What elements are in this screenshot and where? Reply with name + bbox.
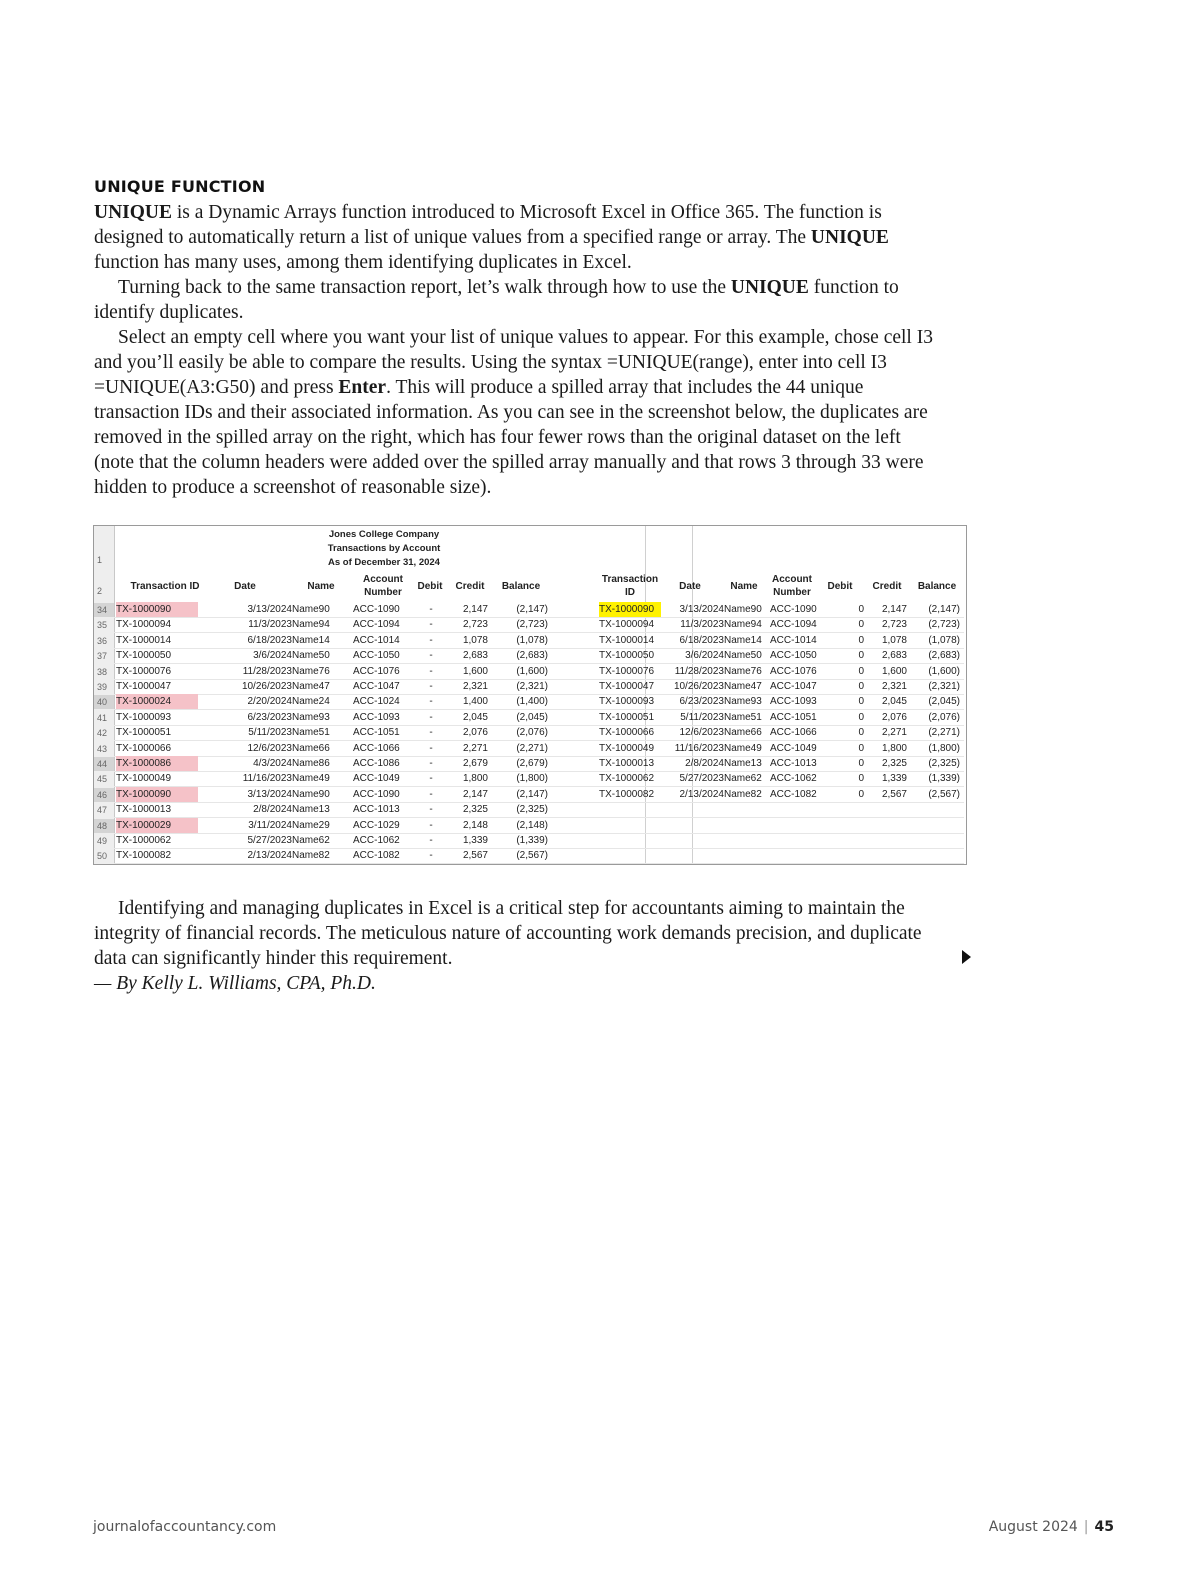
left-cell-credit: 2,321 [462,681,488,692]
spreadsheet-screenshot [93,525,967,865]
right-cell-balance: (2,567) [928,788,960,800]
right-cell-balance: (2,045) [928,696,960,708]
footer-site: journalofaccountancy.com [93,1519,277,1535]
row-number: 36 [97,635,108,646]
left-cell-name: Name82 [292,850,330,862]
right-cell-acct: ACC-1014 [770,634,817,646]
right-cell-balance: (1,078) [928,634,960,646]
left-cell-balance: (2,271) [516,742,548,754]
right-cell-date: 5/27/2023 [679,773,724,785]
right-cell-name: Name82 [724,788,762,800]
right-cell-acct: ACC-1013 [770,758,817,769]
left-cell-balance: (2,147) [516,604,548,615]
left-cell-date: 6/23/2023 [247,711,292,723]
right-cell-acct: ACC-1051 [770,711,817,723]
right-cell-balance: (2,325) [928,758,960,769]
right-cell-acct: ACC-1047 [770,681,817,692]
left-cell-id: TX-1000066 [116,742,172,754]
right-cell-id: TX-1000062 [599,773,655,785]
right-cell-name: Name49 [724,742,762,754]
left-cell-debit: - [429,696,433,708]
right-cell-name: Name14 [724,634,762,646]
right-cell-debit: 0 [858,696,864,708]
left-cell-credit: 2,271 [462,742,488,754]
right-cell-balance: (2,683) [928,650,960,662]
right-cell-credit: 1,800 [881,742,907,754]
left-cell-id: TX-1000082 [116,850,172,862]
row-number: 35 [97,620,108,631]
row-number: 43 [97,743,108,754]
bold-term: UNIQUE [94,202,173,223]
left-cell-date: 3/13/2024 [247,788,292,800]
left-cell-date: 5/27/2023 [247,835,292,846]
right-cell-balance: (2,147) [928,604,960,615]
right-cell-credit: 1,600 [881,665,907,677]
left-cell-debit: - [429,681,433,692]
right-cell-credit: 2,321 [881,681,907,692]
left-cell-balance: (2,148) [516,819,548,831]
left-cell-balance: (2,147) [516,788,548,800]
right-cell-acct: ACC-1082 [770,788,817,800]
right-cell-date: 12/6/2023 [679,727,724,739]
left-cell-date: 12/6/2023 [247,742,292,754]
left-cell-acct: ACC-1090 [353,604,400,615]
left-cell-acct: ACC-1029 [353,819,400,831]
left-cell-id: TX-1000024 [116,694,198,709]
left-cell-credit: 1,600 [462,665,488,677]
right-cell-date: 6/18/2023 [679,634,724,646]
right-cell-date: 10/26/2023 [673,681,724,692]
right-cell-debit: 0 [858,665,864,677]
left-cell-id: TX-1000090 [116,602,198,617]
left-cell-date: 11/16/2023 [242,773,292,785]
right-cell-balance: (2,321) [928,681,960,692]
left-cell-debit: - [429,788,433,800]
right-cell-id: TX-1000093 [599,696,655,708]
left-cell-credit: 2,147 [462,604,488,615]
right-cell-credit: 2,076 [881,711,907,723]
closing-paragraph: Identifying and managing duplicates in Excel is a critical step for accountants aiming to maintain the integrity of financial records. The meticulous nature of accounting work demands precision, and duplicate data can significantly hinder this requirement. [94,898,922,969]
footer-issue [989,1519,1114,1535]
row-number: 37 [97,651,108,662]
left-cell-id: TX-1000076 [116,665,172,677]
right-cell-acct: ACC-1050 [770,650,817,662]
right-triangle-arrow-icon [962,950,971,964]
row-number: 38 [97,666,108,677]
left-cell-name: Name47 [292,681,330,692]
right-cell-name: Name76 [724,665,762,677]
left-cell-date: 11/3/2023 [248,619,292,631]
right-cell-acct: ACC-1049 [770,742,817,754]
left-cell-acct: ACC-1094 [353,619,400,631]
right-cell-balance: (2,076) [928,711,960,723]
left-cell-debit: - [429,604,433,615]
left-cell-name: Name86 [292,758,330,769]
bold-term: UNIQUE [730,277,809,298]
left-cell-acct: ACC-1086 [353,758,400,769]
left-cell-date: 11/28/2023 [242,665,292,677]
left-cell-id: TX-1000094 [116,619,172,631]
left-cell-acct: ACC-1082 [353,850,400,862]
left-cell-balance: (2,567) [516,850,548,862]
row-number: 2 [97,586,103,596]
left-cell-credit: 2,148 [462,819,488,831]
right-cell-debit: 0 [858,681,864,692]
intro-paragraph-1 [94,200,944,275]
left-cell-balance: (2,076) [516,727,548,739]
row-number: 41 [97,712,108,723]
left-cell-name: Name94 [292,619,330,631]
right-cell-id: TX-1000090 [599,602,661,617]
right-cell-name: Name47 [724,681,762,692]
right-cell-date: 3/6/2024 [685,650,724,662]
left-cell-credit: 1,339 [462,835,488,846]
right-cell-debit: 0 [858,758,864,769]
report-date: As of December 31, 2024 [328,557,440,568]
right-cell-credit: 1,339 [881,773,907,785]
header-transaction-id: Transaction ID [130,581,200,592]
text-run: function has many uses, among them identifying duplicates in Excel. [94,252,632,273]
left-cell-id: TX-1000086 [116,756,198,771]
left-cell-credit: 2,076 [462,727,488,739]
right-cell-id: TX-1000047 [599,681,655,692]
left-cell-balance: (1,078) [516,634,548,646]
right-cell-name: Name90 [724,604,762,615]
left-cell-name: Name14 [292,634,330,646]
right-cell-id: TX-1000066 [599,727,655,739]
left-cell-id: TX-1000062 [116,835,172,846]
report-title-block [254,528,514,570]
section-heading: UNIQUE FUNCTION [94,177,266,196]
left-cell-date: 2/8/2024 [253,804,292,816]
left-cell-acct: ACC-1093 [353,711,400,723]
left-cell-acct: ACC-1024 [353,696,400,708]
right-cell-id: TX-1000049 [599,742,655,754]
left-cell-balance: (2,723) [516,619,548,631]
text-run: . This will produce a spilled array that includes the 44 unique transaction IDs and their associated information. As you can see in the screenshot below, the duplicates are removed in the spilled array on the right, which has four fewer rows than the original dataset on the left (note that the column headers were added over the spilled array manually and that rows 3 through 33 were hidden to produce a screenshot of reasonable size). [94,377,928,498]
left-cell-date: 3/6/2024 [253,650,292,662]
right-cell-credit: 2,045 [881,696,907,708]
right-cell-debit: 0 [858,650,864,662]
left-cell-id: TX-1000050 [116,650,172,662]
right-cell-date: 11/28/2023 [674,665,724,677]
right-cell-id: TX-1000014 [599,634,655,646]
left-cell-id: TX-1000093 [116,711,172,723]
right-cell-acct: ACC-1093 [770,696,817,708]
left-cell-debit: - [429,727,433,739]
left-cell-acct: ACC-1066 [353,742,400,754]
left-cell-id: TX-1000014 [116,634,172,646]
left-cell-date: 2/20/2024 [247,696,292,708]
left-cell-name: Name49 [292,773,330,785]
right-cell-acct: ACC-1090 [770,604,817,615]
header-account-number-right: Account Number [772,574,812,598]
left-cell-id: TX-1000049 [116,773,172,785]
right-cell-credit: 2,567 [881,788,907,800]
left-cell-balance: (2,683) [516,650,548,662]
right-cell-date: 11/16/2023 [674,742,724,754]
left-cell-date: 10/26/2023 [241,681,292,692]
left-cell-acct: ACC-1013 [353,804,400,816]
left-cell-date: 3/13/2024 [247,604,292,615]
header-name-right: Name [730,581,758,592]
row-number: 46 [94,788,114,802]
right-cell-acct: ACC-1076 [770,665,817,677]
left-cell-name: Name90 [292,788,330,800]
left-cell-credit: 2,045 [462,711,488,723]
header-balance: Balance [501,581,541,592]
right-cell-name: Name94 [724,619,762,631]
header-date: Date [234,581,256,592]
right-cell-id: TX-1000076 [599,665,655,677]
left-cell-balance: (1,400) [516,696,548,708]
right-cell-date: 5/11/2023 [680,711,724,723]
left-cell-acct: ACC-1014 [353,634,400,646]
left-cell-credit: 2,567 [462,850,488,862]
left-cell-name: Name13 [292,804,330,816]
row-number: 45 [97,774,108,785]
row-number: 50 [97,851,108,862]
right-cell-date: 2/13/2024 [679,788,724,800]
right-cell-debit: 0 [858,634,864,646]
left-cell-name: Name51 [292,727,330,739]
right-cell-debit: 0 [858,711,864,723]
left-cell-acct: ACC-1051 [353,727,400,739]
row-number: 42 [97,728,108,739]
header-debit-right: Debit [827,581,853,592]
row-number: 47 [97,805,108,816]
right-cell-name: Name51 [724,711,762,723]
left-cell-acct: ACC-1047 [353,681,400,692]
left-cell-debit: - [429,850,433,862]
left-cell-balance: (2,325) [516,804,548,816]
left-cell-debit: - [429,804,433,816]
left-cell-name: Name29 [292,819,330,831]
left-cell-acct: ACC-1062 [353,835,400,846]
left-cell-debit: - [429,711,433,723]
left-cell-balance: (2,045) [516,711,548,723]
right-cell-debit: 0 [858,788,864,800]
header-balance-right: Balance [917,581,957,592]
left-cell-debit: - [429,773,433,785]
right-cell-name: Name13 [724,758,762,769]
left-cell-credit: 1,400 [462,696,488,708]
left-cell-id: TX-1000090 [116,787,198,802]
intro-paragraph-2 [94,275,944,325]
right-cell-id: TX-1000050 [599,650,655,662]
text-run: is a Dynamic Arrays function introduced to Microsoft Excel in Office 365. The function is designed to automatically return a list of unique values from a specified range or array. The [94,202,882,248]
right-cell-debit: 0 [858,727,864,739]
left-cell-acct: ACC-1050 [353,650,400,662]
row-number: 40 [94,695,114,709]
right-cell-acct: ACC-1066 [770,727,817,739]
right-cell-credit: 2,325 [881,758,907,769]
row-number: 39 [97,682,108,692]
text-run: Select an empty cell where you want your list of unique values to appear. For this example, chose cell I3 and you’ll easily be able to compare the results. Using the syntax =UNIQUE(range), enter into cell I3 =UNIQUE(A3:G50) and press [94,327,933,398]
row-number: 49 [97,836,108,846]
right-cell-credit: 2,147 [881,604,907,615]
left-cell-acct: ACC-1090 [353,788,400,800]
right-cell-credit: 2,723 [881,619,907,631]
left-cell-name: Name66 [292,742,330,754]
report-company: Jones College Company [328,529,440,540]
right-cell-credit: 2,683 [881,650,907,662]
text-run: Turning back to the same transaction report, let’s walk through how to use the [118,277,731,298]
right-cell-acct: ACC-1094 [770,619,817,631]
left-cell-debit: - [429,835,433,846]
right-cell-date: 11/3/2023 [680,619,724,631]
header-debit: Debit [417,581,443,592]
left-cell-acct: ACC-1049 [353,773,400,785]
left-cell-date: 3/11/2024 [248,819,292,831]
left-cell-date: 4/3/2024 [253,758,292,769]
right-cell-id: TX-1000013 [599,758,655,769]
left-cell-balance: (1,800) [516,773,548,785]
right-cell-debit: 0 [858,773,864,785]
left-cell-debit: - [429,619,433,631]
left-cell-name: Name50 [292,650,330,662]
right-cell-id: TX-1000082 [599,788,655,800]
right-cell-name: Name50 [724,650,762,662]
header-credit: Credit [455,581,485,592]
report-subtitle: Transactions by Account [327,543,441,554]
left-cell-credit: 2,325 [462,804,488,816]
header-transaction-id-right: Transaction ID [601,574,659,598]
right-cell-balance: (1,600) [928,665,960,677]
left-cell-balance: (2,321) [516,681,548,692]
left-cell-credit: 2,723 [462,619,488,631]
left-cell-debit: - [429,758,433,769]
right-cell-date: 2/8/2024 [685,758,724,769]
right-cell-credit: 1,078 [881,634,907,646]
left-cell-acct: ACC-1076 [353,665,400,677]
row-number: 48 [94,819,114,833]
right-cell-balance: (1,800) [928,742,960,754]
footer-separator: | [1083,1519,1089,1535]
row-header-column [94,526,115,864]
left-cell-date: 6/18/2023 [247,634,292,646]
right-cell-debit: 0 [858,604,864,615]
right-cell-name: Name66 [724,727,762,739]
right-cell-name: Name93 [724,696,762,708]
page-number: 45 [1094,1519,1114,1535]
left-cell-debit: - [429,665,433,677]
left-cell-id: TX-1000013 [116,804,172,816]
left-cell-credit: 1,078 [462,634,488,646]
row-number: 44 [94,757,114,771]
left-cell-balance: (2,679) [516,758,548,769]
right-cell-debit: 0 [858,619,864,631]
row-number: 1 [97,555,103,565]
grid-line [114,863,964,864]
header-date-right: Date [679,581,701,592]
right-cell-balance: (2,271) [928,727,960,739]
left-cell-date: 2/13/2024 [247,850,292,862]
row-number: 34 [94,603,114,617]
right-cell-acct: ACC-1062 [770,773,817,785]
left-cell-debit: - [429,650,433,662]
right-cell-date: 3/13/2024 [679,604,724,615]
right-cell-name: Name62 [724,773,762,785]
header-account-number: Account Number [363,574,403,598]
right-cell-credit: 2,271 [881,727,907,739]
closing-text [94,896,944,996]
byline: — By Kelly L. Williams, CPA, Ph.D. [94,973,376,994]
bold-term: Enter [338,377,387,398]
left-cell-debit: - [429,742,433,754]
left-cell-id: TX-1000051 [116,727,172,739]
left-cell-balance: (1,339) [516,835,548,846]
right-cell-balance: (1,339) [928,773,960,785]
intro-text [94,200,944,500]
header-name: Name [307,581,335,592]
right-cell-id: TX-1000094 [599,619,655,631]
header-credit-right: Credit [872,581,902,592]
right-cell-debit: 0 [858,742,864,754]
right-cell-balance: (2,723) [928,619,960,631]
right-cell-date: 6/23/2023 [679,696,724,708]
left-cell-credit: 1,800 [462,773,488,785]
intro-paragraph-3 [94,325,944,500]
left-cell-date: 5/11/2023 [248,727,292,739]
left-cell-name: Name93 [292,711,330,723]
left-cell-debit: - [429,819,433,831]
bold-term: UNIQUE [810,227,889,248]
left-cell-balance: (1,600) [516,665,548,677]
left-cell-name: Name76 [292,665,330,677]
left-cell-id: TX-1000029 [116,818,198,833]
left-cell-credit: 2,679 [462,758,488,769]
left-cell-name: Name24 [292,696,330,708]
left-cell-name: Name62 [292,835,330,846]
right-cell-id: TX-1000051 [599,711,655,723]
text-run: function to identify duplicates. [94,277,899,323]
footer-issue-date: August 2024 [988,1519,1078,1535]
left-cell-credit: 2,147 [462,788,488,800]
left-cell-debit: - [429,634,433,646]
left-cell-name: Name90 [292,604,330,615]
left-cell-credit: 2,683 [462,650,488,662]
left-cell-id: TX-1000047 [116,681,172,692]
